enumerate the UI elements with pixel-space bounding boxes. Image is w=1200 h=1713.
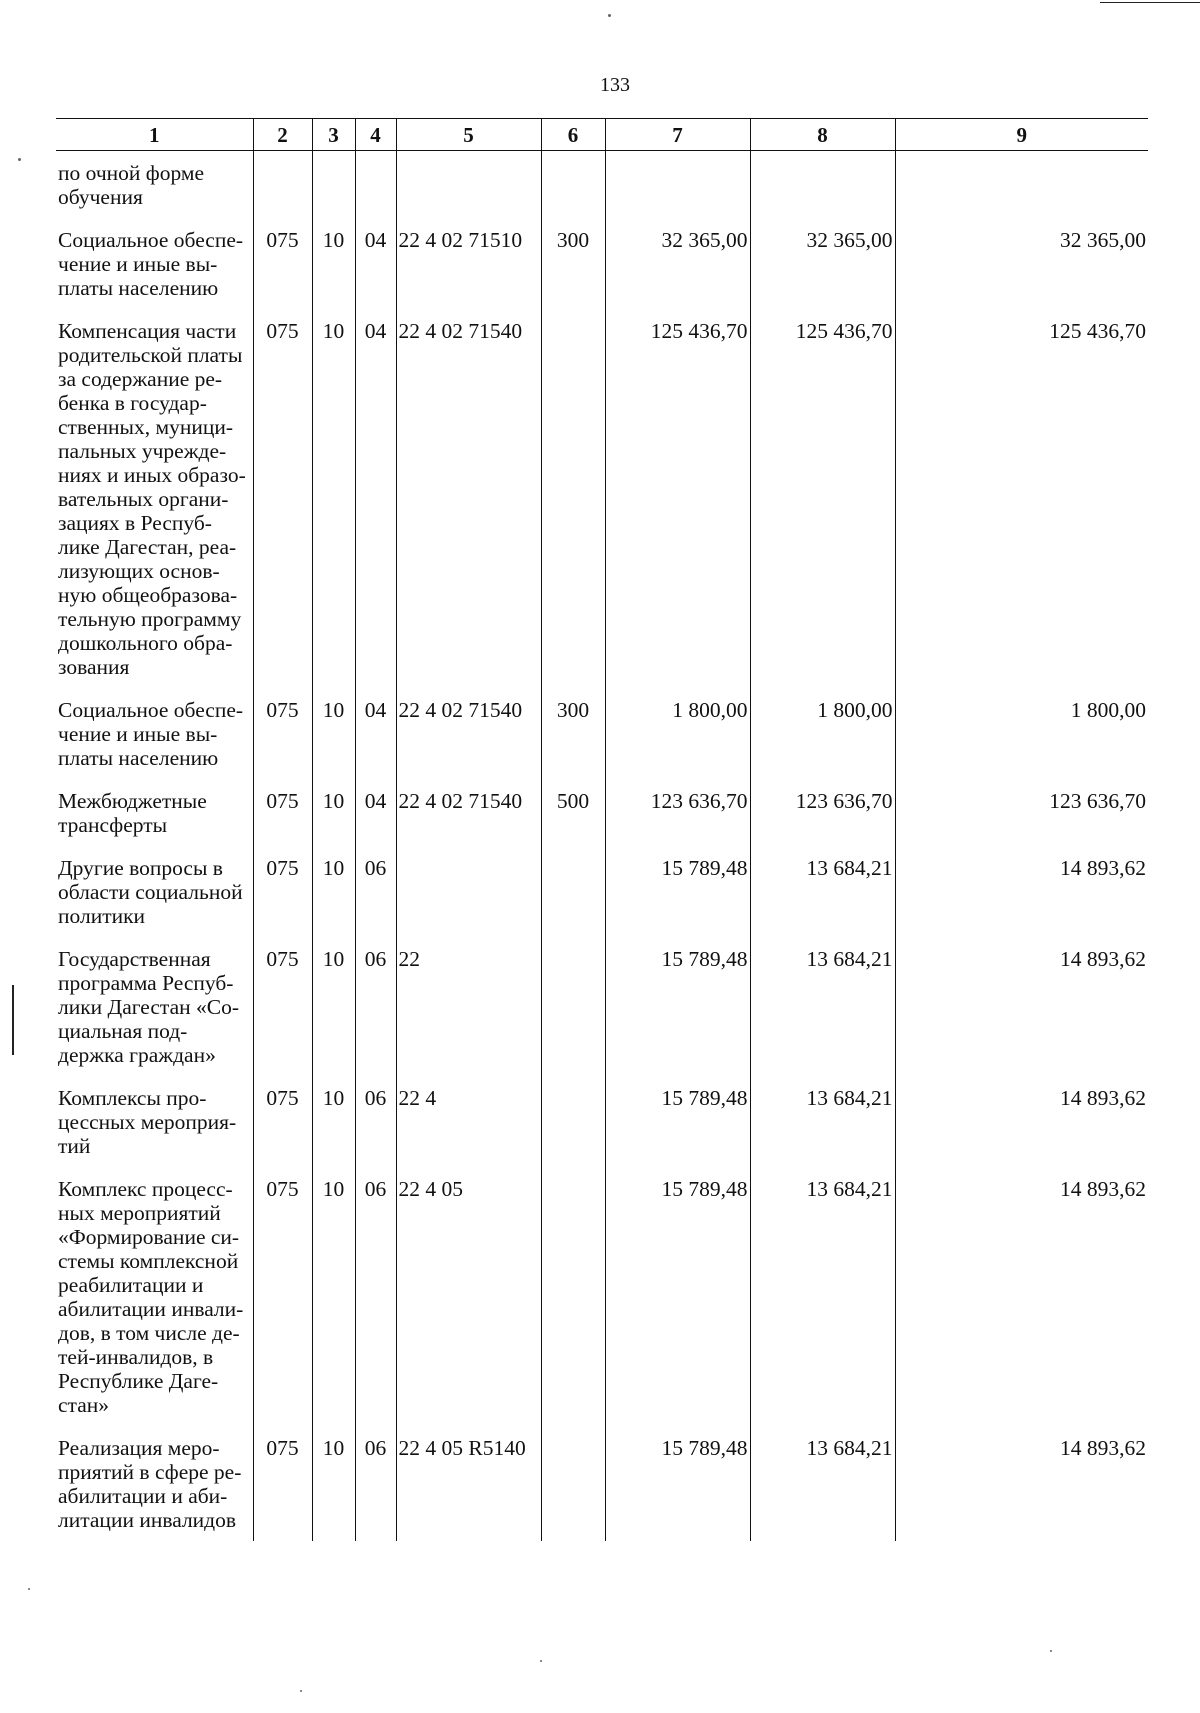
item-name-line: абилитации и аби- — [58, 1484, 228, 1508]
column-header-7: 7 — [605, 119, 750, 151]
column-header-9: 9 — [895, 119, 1148, 151]
cell-target-article: 22 — [396, 937, 541, 1076]
cell-section: 10 — [312, 218, 355, 309]
item-name-line: тей-инвалидов, в — [58, 1345, 214, 1369]
cell-amount-year-3 — [895, 151, 1148, 219]
item-name-line: чение и иные вы- — [58, 722, 218, 746]
column-header-1: 1 — [56, 119, 253, 151]
table-row — [56, 688, 1148, 779]
item-name-line: Реализация меро- — [58, 1436, 220, 1460]
cell-section: 10 — [312, 1076, 355, 1167]
cell-section: 10 — [312, 846, 355, 937]
scan-speck — [28, 1588, 30, 1590]
item-name-line: пальных учрежде- — [58, 439, 227, 463]
cell-section — [312, 151, 355, 219]
cell-amount-year-3: 14 893,62 — [895, 1076, 1148, 1167]
cell-ministry-code: 075 — [253, 309, 312, 688]
cell-ministry-code: 075 — [253, 218, 312, 309]
table-row — [56, 151, 1148, 219]
cell-amount-year-1: 15 789,48 — [605, 1426, 750, 1541]
cell-item-name — [56, 218, 253, 309]
item-name-line: по очной форме — [58, 161, 205, 185]
item-name-line: цессных мероприя- — [58, 1110, 237, 1134]
item-name-line: Межбюджетные — [58, 789, 207, 813]
cell-target-article: 22 4 02 71540 — [396, 309, 541, 688]
item-name-line: лике Дагестан, реа- — [58, 535, 237, 559]
cell-amount-year-2: 13 684,21 — [750, 1076, 895, 1167]
cell-amount-year-1: 15 789,48 — [605, 846, 750, 937]
cell-section: 10 — [312, 937, 355, 1076]
cell-amount-year-3: 32 365,00 — [895, 218, 1148, 309]
cell-target-article — [396, 151, 541, 219]
page-number: 133 — [600, 74, 630, 96]
table-row — [56, 1426, 1148, 1541]
item-name-line: чение и иные вы- — [58, 252, 218, 276]
table-body — [56, 151, 1148, 1542]
item-name-line: «Формирование си- — [58, 1225, 240, 1249]
item-name-line: ную общеобразова- — [58, 583, 238, 607]
item-name-line: абилитации инвали- — [58, 1297, 244, 1321]
cell-expense-type: 300 — [541, 688, 605, 779]
cell-ministry-code: 075 — [253, 1426, 312, 1541]
item-name-line: тельную программу — [58, 607, 242, 631]
cell-amount-year-2: 13 684,21 — [750, 1167, 895, 1426]
cell-target-article: 22 4 05 — [396, 1167, 541, 1426]
cell-section: 10 — [312, 309, 355, 688]
table-row — [56, 846, 1148, 937]
scan-margin-mark — [12, 985, 14, 1055]
table-row — [56, 1167, 1148, 1426]
cell-target-article: 22 4 — [396, 1076, 541, 1167]
cell-amount-year-1: 32 365,00 — [605, 218, 750, 309]
cell-section: 10 — [312, 1426, 355, 1541]
cell-amount-year-1 — [605, 151, 750, 219]
cell-amount-year-2: 125 436,70 — [750, 309, 895, 688]
cell-amount-year-1: 15 789,48 — [605, 1167, 750, 1426]
scan-speck — [1050, 1650, 1052, 1652]
cell-amount-year-1: 125 436,70 — [605, 309, 750, 688]
item-name-line: Республике Даге- — [58, 1369, 219, 1393]
header-row — [56, 119, 1148, 151]
cell-subsection: 06 — [355, 1167, 396, 1426]
item-name-line: дошкольного обра- — [58, 631, 233, 655]
cell-item-name — [56, 937, 253, 1076]
item-name-line: обучения — [58, 185, 143, 209]
column-header-3: 3 — [312, 119, 355, 151]
item-name-line: ных мероприятий — [58, 1201, 221, 1225]
cell-target-article: 22 4 05 R5140 — [396, 1426, 541, 1541]
item-name-line: Комплексы про- — [58, 1086, 207, 1110]
cell-amount-year-2: 123 636,70 — [750, 779, 895, 846]
cell-item-name — [56, 688, 253, 779]
cell-subsection: 04 — [355, 218, 396, 309]
cell-amount-year-3: 14 893,62 — [895, 1426, 1148, 1541]
cell-amount-year-3: 125 436,70 — [895, 309, 1148, 688]
cell-expense-type — [541, 937, 605, 1076]
item-name-line: Комплекс процесс- — [58, 1177, 233, 1201]
cell-ministry-code: 075 — [253, 937, 312, 1076]
cell-amount-year-2: 1 800,00 — [750, 688, 895, 779]
scan-speck — [18, 158, 21, 161]
cell-expense-type — [541, 1076, 605, 1167]
cell-amount-year-2: 32 365,00 — [750, 218, 895, 309]
cell-expense-type — [541, 1167, 605, 1426]
cell-item-name — [56, 1167, 253, 1426]
column-header-6: 6 — [541, 119, 605, 151]
item-name-line: политики — [58, 904, 146, 928]
cell-subsection: 06 — [355, 1426, 396, 1541]
column-header-4: 4 — [355, 119, 396, 151]
item-name-line: приятий в сфере ре- — [58, 1460, 242, 1484]
top-edge-rule — [1100, 2, 1200, 3]
cell-subsection: 04 — [355, 688, 396, 779]
item-name-line: зациях в Респуб- — [58, 511, 212, 535]
table-row — [56, 309, 1148, 688]
item-name-line: реабилитации и — [58, 1273, 204, 1297]
cell-amount-year-3: 14 893,62 — [895, 846, 1148, 937]
cell-section: 10 — [312, 779, 355, 846]
cell-subsection: 06 — [355, 846, 396, 937]
cell-subsection: 04 — [355, 309, 396, 688]
cell-subsection: 04 — [355, 779, 396, 846]
cell-item-name — [56, 779, 253, 846]
item-name-line: программа Респуб- — [58, 971, 234, 995]
cell-ministry-code: 075 — [253, 846, 312, 937]
cell-item-name — [56, 1426, 253, 1541]
cell-amount-year-3: 1 800,00 — [895, 688, 1148, 779]
cell-subsection — [355, 151, 396, 219]
cell-amount-year-3: 14 893,62 — [895, 1167, 1148, 1426]
cell-ministry-code: 075 — [253, 779, 312, 846]
budget-table — [56, 118, 1148, 1541]
cell-target-article: 22 4 02 71540 — [396, 779, 541, 846]
scan-speck — [540, 1660, 542, 1662]
cell-amount-year-2: 13 684,21 — [750, 846, 895, 937]
item-name-line: платы населению — [58, 746, 219, 770]
cell-expense-type — [541, 846, 605, 937]
item-name-line: Социальное обеспе- — [58, 698, 244, 722]
item-name-line: Социальное обеспе- — [58, 228, 244, 252]
cell-section: 10 — [312, 688, 355, 779]
cell-item-name — [56, 1076, 253, 1167]
cell-target-article: 22 4 02 71510 — [396, 218, 541, 309]
cell-amount-year-1: 1 800,00 — [605, 688, 750, 779]
item-name-line: родительской платы — [58, 343, 243, 367]
scan-speck — [608, 14, 611, 17]
column-header-8: 8 — [750, 119, 895, 151]
item-name-line: циальная под- — [58, 1019, 188, 1043]
cell-item-name — [56, 151, 253, 219]
table-row — [56, 937, 1148, 1076]
item-name-line: держка граждан» — [58, 1043, 216, 1067]
table-header — [56, 119, 1148, 151]
item-name-line: бенка в государ- — [58, 391, 207, 415]
cell-expense-type: 500 — [541, 779, 605, 846]
item-name-line: области социальной — [58, 880, 243, 904]
cell-expense-type: 300 — [541, 218, 605, 309]
item-name-line: стемы комплексной — [58, 1249, 239, 1273]
item-name-line: Компенсация части — [58, 319, 237, 343]
table-row — [56, 779, 1148, 846]
table-row — [56, 1076, 1148, 1167]
cell-section: 10 — [312, 1167, 355, 1426]
cell-subsection: 06 — [355, 937, 396, 1076]
cell-ministry-code: 075 — [253, 1076, 312, 1167]
item-name-line: лизующих основ- — [58, 559, 220, 583]
item-name-line: за содержание ре- — [58, 367, 223, 391]
item-name-line: Другие вопросы в — [58, 856, 223, 880]
item-name-line: трансферты — [58, 813, 168, 837]
cell-expense-type — [541, 309, 605, 688]
item-name-line: лики Дагестан «Со- — [58, 995, 240, 1019]
cell-amount-year-2: 13 684,21 — [750, 937, 895, 1076]
column-header-2: 2 — [253, 119, 312, 151]
cell-amount-year-2 — [750, 151, 895, 219]
cell-amount-year-1: 15 789,48 — [605, 937, 750, 1076]
item-name-line: стан» — [58, 1393, 109, 1417]
table-row — [56, 218, 1148, 309]
budget-table-container — [56, 118, 1148, 1541]
cell-target-article: 22 4 02 71540 — [396, 688, 541, 779]
cell-amount-year-3: 123 636,70 — [895, 779, 1148, 846]
cell-amount-year-1: 123 636,70 — [605, 779, 750, 846]
item-name-line: вательных органи- — [58, 487, 229, 511]
item-name-line: ниях и иных образо- — [58, 463, 246, 487]
cell-item-name — [56, 846, 253, 937]
scan-speck — [300, 1690, 302, 1692]
item-name-line: ственных, муници- — [58, 415, 234, 439]
item-name-line: Государственная — [58, 947, 211, 971]
cell-amount-year-2: 13 684,21 — [750, 1426, 895, 1541]
cell-expense-type — [541, 1426, 605, 1541]
cell-ministry-code — [253, 151, 312, 219]
item-name-line: литации инвалидов — [58, 1508, 237, 1532]
cell-ministry-code: 075 — [253, 1167, 312, 1426]
item-name-line: дов, в том числе де- — [58, 1321, 240, 1345]
item-name-line: зования — [58, 655, 130, 679]
cell-ministry-code: 075 — [253, 688, 312, 779]
item-name-line: платы населению — [58, 276, 219, 300]
item-name-line: тий — [58, 1134, 91, 1158]
column-header-5: 5 — [396, 119, 541, 151]
cell-target-article — [396, 846, 541, 937]
cell-subsection: 06 — [355, 1076, 396, 1167]
cell-item-name — [56, 309, 253, 688]
cell-amount-year-3: 14 893,62 — [895, 937, 1148, 1076]
cell-amount-year-1: 15 789,48 — [605, 1076, 750, 1167]
cell-expense-type — [541, 151, 605, 219]
